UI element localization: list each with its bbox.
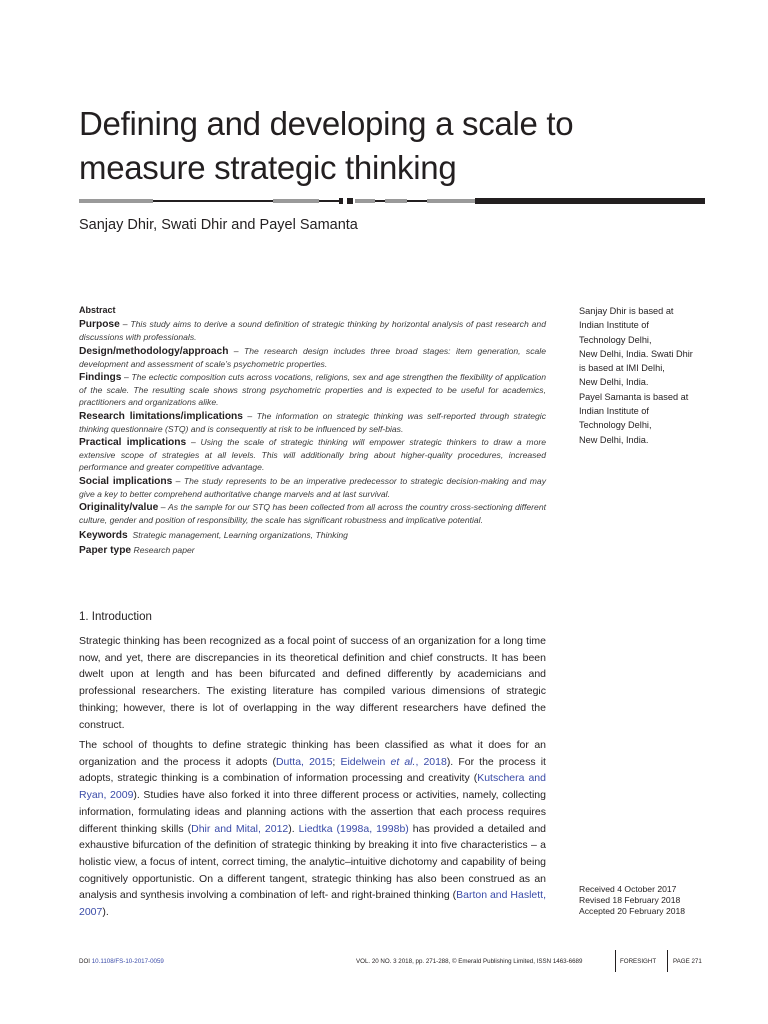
abstract-text: This study aims to derive a sound definition of strategic thinking by horizontal analysis of past research and discussions with professionals. xyxy=(79,319,546,343)
abstract-originality: Originality/value – As the sample for our STQ has been collected from all across the country cross-sectioning different culture, gender and position of responsibility, the scale has significant robustness and implicative potential. xyxy=(79,502,546,526)
abstract-text: Using the scale of strategic thinking will empower strategic thinkers to draw a more extensive scope of strategies at all levels. This will additionally bring about higher-quality procedures, increased performance and greater competitive advantage. xyxy=(79,437,546,473)
abstract-heading: Abstract xyxy=(79,305,116,315)
affiliation-line: Indian Institute of xyxy=(579,406,649,417)
footer-doi: DOI 10.1108/FS-10-2017-0059 xyxy=(79,958,164,965)
citation-link[interactable]: Kutschera and Ryan, 2009 xyxy=(79,772,546,802)
abstract-label: Findings xyxy=(79,372,122,384)
received-dates xyxy=(579,884,685,917)
abstract-label: Originality/value xyxy=(79,502,159,514)
revised-date: Revised 18 February 2018 xyxy=(579,895,681,905)
footer-volume: VOL. 20 NO. 3 2018, pp. 271-288, © Emerald Publishing Limited, ISSN 1463-6689 xyxy=(356,958,583,965)
title-line-2: measure strategic thinking xyxy=(79,149,457,186)
affiliation-line: Indian Institute of xyxy=(579,320,649,331)
abstract-practical: Practical implications – Using the scale of strategic thinking will empower strategic thinkers to draw a more extensive scope of strategies at all levels. This will additionally bring about higher-quality procedures, increased performance and greater competitive advantage. xyxy=(79,437,546,473)
abstract-limitations: Research limitations/implications – The information on strategic thinking was self-reported through strategic thinking questionnaire (STQ) and is consequently at risk to be influenced by self-bias. xyxy=(79,410,546,434)
authors: Sanjay Dhir, Swati Dhir and Payel Samanta xyxy=(79,217,358,233)
affiliation-line: Technology Delhi, xyxy=(579,334,652,345)
decorative-rule xyxy=(79,198,705,204)
affiliation-line: New Delhi, India. xyxy=(579,377,649,388)
paper-title xyxy=(79,102,639,190)
abstract-text: As the sample for our STQ has been collected from all across the country cross-sectioning different culture, gender and position of responsibility, the scale has significant robustness and implicative potential. xyxy=(79,502,546,526)
abstract-purpose: Purpose – This study aims to derive a sound definition of strategic thinking by horizontal analysis of past research and discussions with professionals. xyxy=(79,319,546,343)
introduction-paragraph-2: The school of thoughts to define strategic thinking has been classified as what it does for an organization and the process it adopts (Dutta, 2015; Eidelwein et al., 2018). For the process it adopts, strategic thinking is a combination of information processing and creativity (Kutschera and Ryan, 2009). Studies have also forked it into three different process or activities, namely, collecting information, formulating ideas and planning actions with the assertion that each process requires different thinking skills (Dhir and Mital, 2012). Liedtka (1998a, 1998b) has provided a detailed and exhaustive bifurcation of the definition of strategic thinking by breaking it into five characteristics – a holistic view, a focus of intent, correct timing, the analytic–intuitive dichotomy and capability of being cognitively opportunistic. On a different tangent, strategic thinking has also been construed as an analysis and synthesis involving a combination of left- and right-brained thinking (Barton and Haslett, 2007). xyxy=(79,739,547,919)
paper-type xyxy=(79,544,546,557)
affiliation-line: Technology Delhi, xyxy=(579,420,652,431)
citation-link[interactable]: Dhir and Mital, 2012 xyxy=(191,822,289,835)
abstract-label: Purpose xyxy=(79,319,120,331)
abstract-label: Social implications xyxy=(79,475,173,487)
introduction-paragraph-1: Strategic thinking has been recognized as a focal point of success of an organization for a long time now, and yet, there are discrepancies in its theoretical definition and chief constructs. It has been dwelt upon at length and has been bifurcated and defined differently by academicians and professional researchers. The existing literature has compiled various dimensions of strategic thinking; however, there is lot of overlapping in the way different researchers have defined the construct. xyxy=(79,635,546,731)
abstract-text: The research design includes three broad stages: item generation, scale development and assessment of scale’s psychometric properties. xyxy=(79,345,546,369)
paper-type-label: Paper type xyxy=(79,544,132,556)
doi-link[interactable]: 10.1108/FS-10-2017-0059 xyxy=(91,958,164,965)
citation-link[interactable]: Liedtka (1998a, 1998b) xyxy=(298,822,409,835)
abstract-label: Research limitations/implications xyxy=(79,410,243,422)
abstract-social: Social implications – The study represents to be an imperative predecessor to strategic decision-making and may give a key to better comprehend authoritative change marvels and at last survival. xyxy=(79,475,546,499)
footer-page: PAGE 271 xyxy=(673,958,702,965)
affiliation-line: is based at IMI Delhi, xyxy=(579,363,665,374)
citation-link[interactable]: Dutta, 2015 xyxy=(275,755,333,768)
abstract xyxy=(79,304,546,557)
abstract-text: The information on strategic thinking was self-reported through strategic thinking questionnaire (STQ) and is consequently at risk to be influenced by self-bias. xyxy=(79,410,546,434)
received-date: Received 4 October 2017 xyxy=(579,884,677,894)
author-affiliations xyxy=(579,304,719,447)
abstract-label: Design/methodology/approach xyxy=(79,345,229,357)
abstract-label: Practical implications xyxy=(79,437,187,449)
title-line-1: Defining and developing a scale to xyxy=(79,105,574,142)
affiliation-line: Payel Samanta is based at xyxy=(579,391,689,402)
citation-link[interactable]: Eidelwein et al., 2018 xyxy=(340,755,447,768)
keywords-text: Strategic management, Learning organizations, Thinking xyxy=(132,530,348,541)
keywords xyxy=(79,529,546,542)
citation-link[interactable]: Barton and Haslett, 2007 xyxy=(79,889,547,919)
paper-type-text: Research paper xyxy=(133,544,195,555)
abstract-design: Design/methodology/approach – The research design includes three broad stages: item generation, scale development and assessment of scale’s psychometric properties. xyxy=(79,345,546,369)
section-heading-introduction: 1. Introduction xyxy=(79,611,152,623)
footer-journal: FORESIGHT xyxy=(620,958,657,965)
abstract-text: The eclectic composition cuts across vocations, religions, sex and age strengthen the flexibility of application of the scale. The resulting scale shows strong psychometric properties and is expected to be useful for academics, practitioners and organizations alike. xyxy=(79,372,546,408)
affiliation-line: New Delhi, India. Swati Dhir xyxy=(579,348,693,359)
abstract-findings: Findings – The eclectic composition cuts across vocations, religions, sex and age strengthen the flexibility of application of the scale. The resulting scale shows strong psychometric properties and is expected to be useful for academics, practitioners and organizations alike. xyxy=(79,372,546,408)
accepted-date: Accepted 20 February 2018 xyxy=(579,906,686,916)
affiliation-line: New Delhi, India. xyxy=(579,434,649,445)
footer-divider xyxy=(667,950,668,972)
abstract-text: The study represents to be an imperative predecessor to strategic decision-making and may give a key to better comprehend authoritative change marvels and at last survival. xyxy=(79,475,546,499)
footer-divider xyxy=(615,950,616,972)
keywords-label: Keywords xyxy=(79,530,128,542)
affiliation-line: Sanjay Dhir is based at xyxy=(579,306,674,316)
